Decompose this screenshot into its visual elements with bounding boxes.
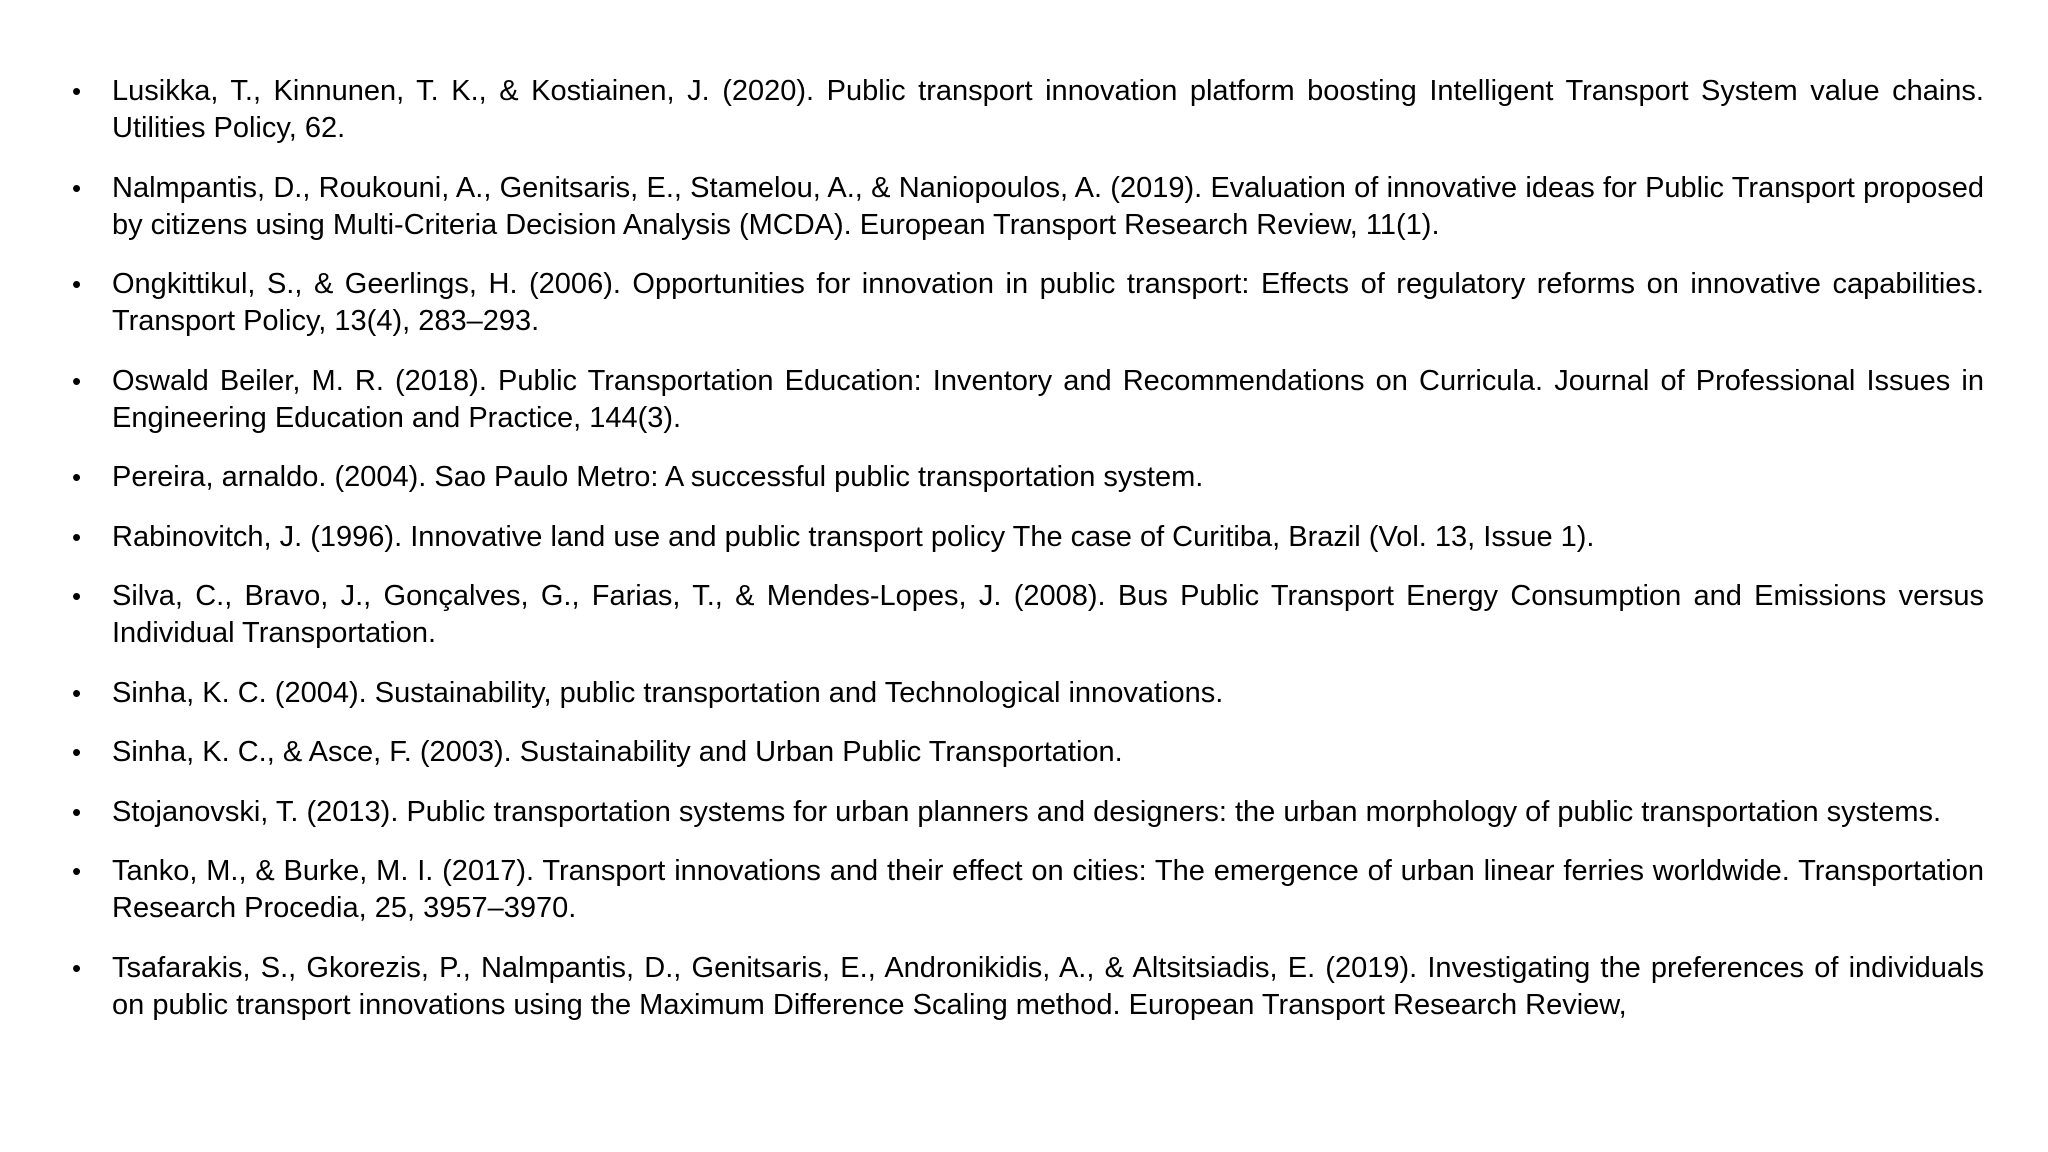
bullet-icon: • <box>72 172 82 203</box>
bullet-icon: • <box>72 462 82 492</box>
reference-item <box>72 266 1984 340</box>
reference-text: Ongkittikul, S., & Geerlings, H. (2006). Opportunities for innovation in public transport: Effects of regulatory reforms on innovative capabilities. Transport Policy, 13(4), 283–293. <box>112 268 1984 337</box>
reference-text: Oswald Beiler, M. R. (2018). Public Transportation Education: Inventory and Recommendations on Curricula. Journal of Professional Issues in Engineering Education and Practice, 144(3). <box>112 364 1984 434</box>
reference-item <box>72 73 1984 147</box>
reference-item <box>72 170 1984 244</box>
reference-item <box>72 950 1984 1024</box>
bullet-icon: • <box>72 952 82 983</box>
bullet-icon: • <box>72 76 82 106</box>
bullet-icon: • <box>72 269 82 299</box>
reference-list <box>72 73 1984 1024</box>
reference-item <box>72 794 1984 831</box>
reference-text: Lusikka, T., Kinnunen, T. K., & Kostiainen, J. (2020). Public transport innovation platform boosting Intelligent Transport System value chains. Utilities Policy, 62. <box>112 75 1984 144</box>
reference-item <box>72 675 1984 712</box>
bullet-icon: • <box>72 521 82 552</box>
reference-text: Tsafarakis, S., Gkorezis, P., Nalmpantis, D., Genitsaris, E., Andronikidis, A., & Altsitsiadis, E. (2019). Investigating the preferences of individuals on public transport innovations using the Maximum Difference Scaling method. European Transport Research Review, <box>112 951 1984 1021</box>
reference-item <box>72 734 1984 771</box>
reference-item <box>72 853 1984 927</box>
reference-text: Sinha, K. C. (2004). Sustainability, public transportation and Technological innovations. <box>112 676 1224 709</box>
bullet-icon: • <box>72 581 82 611</box>
reference-text: Rabinovitch, J. (1996). Innovative land use and public transport policy The case of Curitiba, Brazil (Vol. 13, Issue 1). <box>112 520 1595 553</box>
reference-text: Sinha, K. C., & Asce, F. (2003). Sustainability and Urban Public Transportation. <box>112 736 1123 768</box>
reference-item <box>72 578 1984 652</box>
reference-text: Pereira, arnaldo. (2004). Sao Paulo Metro: A successful public transportation system. <box>112 461 1204 493</box>
bullet-icon: • <box>72 796 82 827</box>
reference-text: Tanko, M., & Burke, M. I. (2017). Transport innovations and their effect on cities: The emergence of urban linear ferries worldwide. Transportation Research Procedia, 25, 3957–3970. <box>112 855 1984 924</box>
reference-text: Stojanovski, T. (2013). Public transportation systems for urban planners and designers: the urban morphology of public transportation systems. <box>112 795 1942 828</box>
reference-item <box>72 519 1984 556</box>
reference-text: Silva, C., Bravo, J., Gonçalves, G., Farias, T., & Mendes-Lopes, J. (2008). Bus Public Transport Energy Consumption and Emissions versus Individual Transportation. <box>112 580 1984 649</box>
bullet-icon: • <box>72 365 82 396</box>
reference-item <box>72 459 1984 496</box>
bullet-icon: • <box>72 737 82 767</box>
bullet-icon: • <box>72 856 82 886</box>
reference-text: Nalmpantis, D., Roukouni, A., Genitsaris, E., Stamelou, A., & Naniopoulos, A. (2019). Evaluation of innovative ideas for Public Transport proposed by citizens using Multi-Criteria Decision Analysis (MCDA). European Transport Research Review, 11(1). <box>112 171 1984 241</box>
bullet-icon: • <box>72 677 82 708</box>
reference-item <box>72 363 1984 437</box>
